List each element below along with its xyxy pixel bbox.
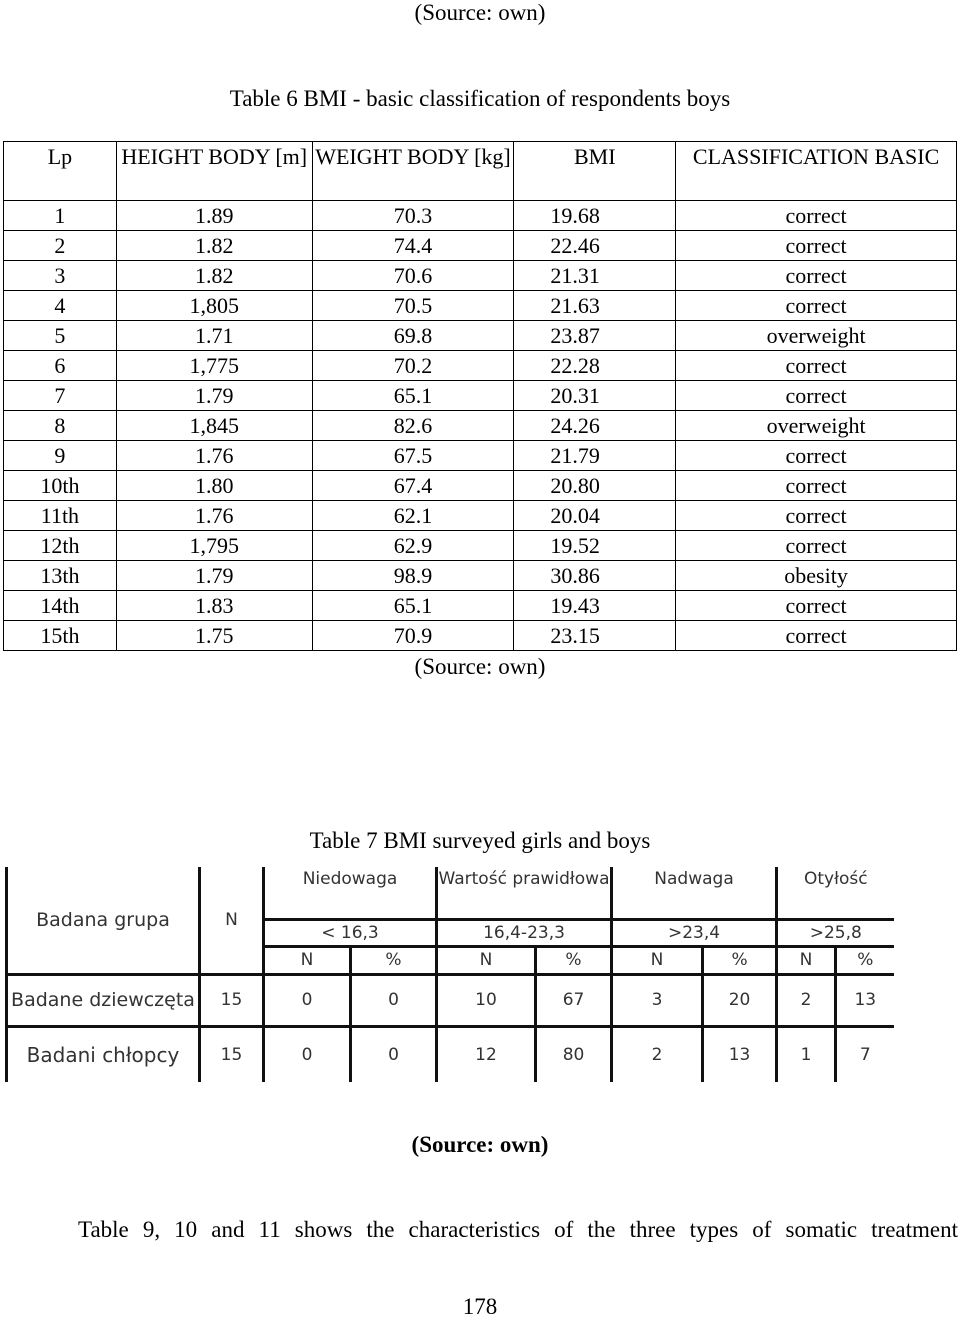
height-cell: 1.82 <box>116 261 312 291</box>
lp-cell: 4 <box>4 291 117 321</box>
height-cell: 1,775 <box>116 351 312 381</box>
source-note-top: (Source: own) <box>414 0 546 25</box>
table7-cell: 10 <box>437 974 536 1026</box>
table7-range-1: 16,4-23,3 <box>437 919 612 946</box>
table7-sub-pct: % <box>703 946 777 974</box>
table7-sub-n: N <box>437 946 536 974</box>
weight-cell: 98.9 <box>312 561 514 591</box>
table6-header-height: HEIGHT BODY [m] <box>116 142 312 201</box>
table7-sub-pct: % <box>351 946 437 974</box>
table7-sub-n: N <box>612 946 703 974</box>
bmi-cell: 21.79 <box>514 441 676 471</box>
table7-cell: 67 <box>536 974 612 1026</box>
weight-cell: 65.1 <box>312 591 514 621</box>
table7-cell: 2 <box>612 1026 703 1082</box>
classification-cell: correct <box>676 591 957 621</box>
height-cell: 1,805 <box>116 291 312 321</box>
weight-cell: 70.9 <box>312 621 514 651</box>
classification-cell: correct <box>676 261 957 291</box>
table7-header-cat-1: Wartość prawidłowa <box>437 867 612 919</box>
lp-cell: 6 <box>4 351 117 381</box>
table6-row <box>4 501 957 531</box>
table7-sub-pct: % <box>836 946 894 974</box>
table7-sub-pct: % <box>536 946 612 974</box>
lp-cell: 9 <box>4 441 117 471</box>
height-cell: 1,795 <box>116 531 312 561</box>
table6-row <box>4 411 957 441</box>
table6-row <box>4 531 957 561</box>
bmi-cell: 19.43 <box>514 591 676 621</box>
classification-cell: correct <box>676 201 957 231</box>
height-cell: 1.79 <box>116 381 312 411</box>
lp-cell: 3 <box>4 261 117 291</box>
lp-cell: 12th <box>4 531 117 561</box>
table7-cell: 12 <box>437 1026 536 1082</box>
height-cell: 1.76 <box>116 501 312 531</box>
weight-cell: 70.3 <box>312 201 514 231</box>
table7 <box>5 867 892 1081</box>
table7-header-cat-0: Niedowaga <box>264 867 437 919</box>
weight-cell: 67.5 <box>312 441 514 471</box>
classification-cell: overweight <box>676 321 957 351</box>
classification-cell: correct <box>676 291 957 321</box>
bmi-cell: 20.04 <box>514 501 676 531</box>
weight-cell: 70.5 <box>312 291 514 321</box>
table7-cell: 80 <box>536 1026 612 1082</box>
classification-cell: correct <box>676 381 957 411</box>
table7-cell: 0 <box>264 1026 351 1082</box>
lp-cell: 11th <box>4 501 117 531</box>
weight-cell: 70.6 <box>312 261 514 291</box>
classification-cell: correct <box>676 231 957 261</box>
weight-cell: 74.4 <box>312 231 514 261</box>
bmi-cell: 20.80 <box>514 471 676 501</box>
table7-row-girls <box>7 974 894 1026</box>
height-cell: 1.83 <box>116 591 312 621</box>
classification-cell: correct <box>676 501 957 531</box>
table6-row <box>4 471 957 501</box>
table7-header-cat-2: Nadwaga <box>612 867 777 919</box>
bmi-cell: 22.46 <box>514 231 676 261</box>
table7-cell: 20 <box>703 974 777 1026</box>
height-cell: 1.75 <box>116 621 312 651</box>
height-cell: 1.76 <box>116 441 312 471</box>
bmi-cell: 24.26 <box>514 411 676 441</box>
table6-row <box>4 321 957 351</box>
table7-group-girls: Badane dziewczęta <box>7 974 200 1026</box>
table6 <box>3 141 957 651</box>
table7-range-2: >23,4 <box>612 919 777 946</box>
page-number: 178 <box>462 1294 498 1319</box>
weight-cell: 65.1 <box>312 381 514 411</box>
table7-cell: 3 <box>612 974 703 1026</box>
weight-cell: 82.6 <box>312 411 514 441</box>
lp-cell: 10th <box>4 471 117 501</box>
table7-range-3: >25,8 <box>777 919 894 946</box>
table6-row <box>4 591 957 621</box>
bmi-cell: 22.28 <box>514 351 676 381</box>
table6-row <box>4 621 957 651</box>
table7-cell: 15 <box>200 974 264 1026</box>
table7-cell: 13 <box>703 1026 777 1082</box>
table7-source: (Source: own) <box>411 1132 549 1157</box>
bmi-cell: 19.68 <box>514 201 676 231</box>
table7-cell: 7 <box>836 1026 894 1082</box>
table7-header-cat-3: Otyłość <box>777 867 894 919</box>
table7-sub-n: N <box>264 946 351 974</box>
classification-cell: correct <box>676 441 957 471</box>
lp-cell: 7 <box>4 381 117 411</box>
table7-group-boys: Badani chłopcy <box>7 1026 200 1082</box>
table6-header-row <box>4 142 957 201</box>
table7-row-boys <box>7 1026 894 1082</box>
table7-cell: 1 <box>777 1026 836 1082</box>
height-cell: 1.79 <box>116 561 312 591</box>
lp-cell: 15th <box>4 621 117 651</box>
table6-header-lp: Lp <box>4 142 117 201</box>
table6-header-bmi: BMI <box>514 142 676 201</box>
classification-cell: obesity <box>676 561 957 591</box>
table6-row <box>4 291 957 321</box>
classification-cell: correct <box>676 351 957 381</box>
table6-caption: Table 6 BMI - basic classification of respondents boys <box>229 86 731 111</box>
table6-row <box>4 261 957 291</box>
table6-row <box>4 441 957 471</box>
bmi-cell: 23.15 <box>514 621 676 651</box>
lp-cell: 8 <box>4 411 117 441</box>
bmi-cell: 21.31 <box>514 261 676 291</box>
height-cell: 1.71 <box>116 321 312 351</box>
height-cell: 1,845 <box>116 411 312 441</box>
bmi-cell: 23.87 <box>514 321 676 351</box>
table6-row <box>4 351 957 381</box>
lp-cell: 5 <box>4 321 117 351</box>
table7-caption: Table 7 BMI surveyed girls and boys <box>309 828 651 853</box>
table6-row <box>4 201 957 231</box>
weight-cell: 62.1 <box>312 501 514 531</box>
height-cell: 1.89 <box>116 201 312 231</box>
classification-cell: correct <box>676 471 957 501</box>
table7-header-group: Badana grupa <box>7 867 200 974</box>
table7-cell: 0 <box>351 974 437 1026</box>
bmi-cell: 19.52 <box>514 531 676 561</box>
table6-row <box>4 561 957 591</box>
table6-header-weight: WEIGHT BODY [kg] <box>312 142 514 201</box>
table6-row <box>4 231 957 261</box>
bmi-cell: 30.86 <box>514 561 676 591</box>
weight-cell: 62.9 <box>312 531 514 561</box>
table7-cell: 15 <box>200 1026 264 1082</box>
height-cell: 1.82 <box>116 231 312 261</box>
table7-cell: 0 <box>264 974 351 1026</box>
weight-cell: 67.4 <box>312 471 514 501</box>
bmi-cell: 20.31 <box>514 381 676 411</box>
table7-cell: 2 <box>777 974 836 1026</box>
table6-row <box>4 381 957 411</box>
table7-header-n: N <box>200 867 264 974</box>
table7-range-0: < 16,3 <box>264 919 437 946</box>
lp-cell: 14th <box>4 591 117 621</box>
classification-cell: correct <box>676 531 957 561</box>
bmi-cell: 21.63 <box>514 291 676 321</box>
lp-cell: 1 <box>4 201 117 231</box>
table7-cell: 0 <box>351 1026 437 1082</box>
classification-cell: correct <box>676 621 957 651</box>
weight-cell: 69.8 <box>312 321 514 351</box>
body-paragraph: Table 9, 10 and 11 shows the characteristics of the three types of somatic treatment <box>78 1217 958 1242</box>
lp-cell: 2 <box>4 231 117 261</box>
table7-sub-n: N <box>777 946 836 974</box>
classification-cell: overweight <box>676 411 957 441</box>
table7-cell: 13 <box>836 974 894 1026</box>
table6-header-classification: CLASSIFICATION BASIC <box>676 142 957 201</box>
height-cell: 1.80 <box>116 471 312 501</box>
weight-cell: 70.2 <box>312 351 514 381</box>
table6-source: (Source: own) <box>414 654 546 679</box>
lp-cell: 13th <box>4 561 117 591</box>
